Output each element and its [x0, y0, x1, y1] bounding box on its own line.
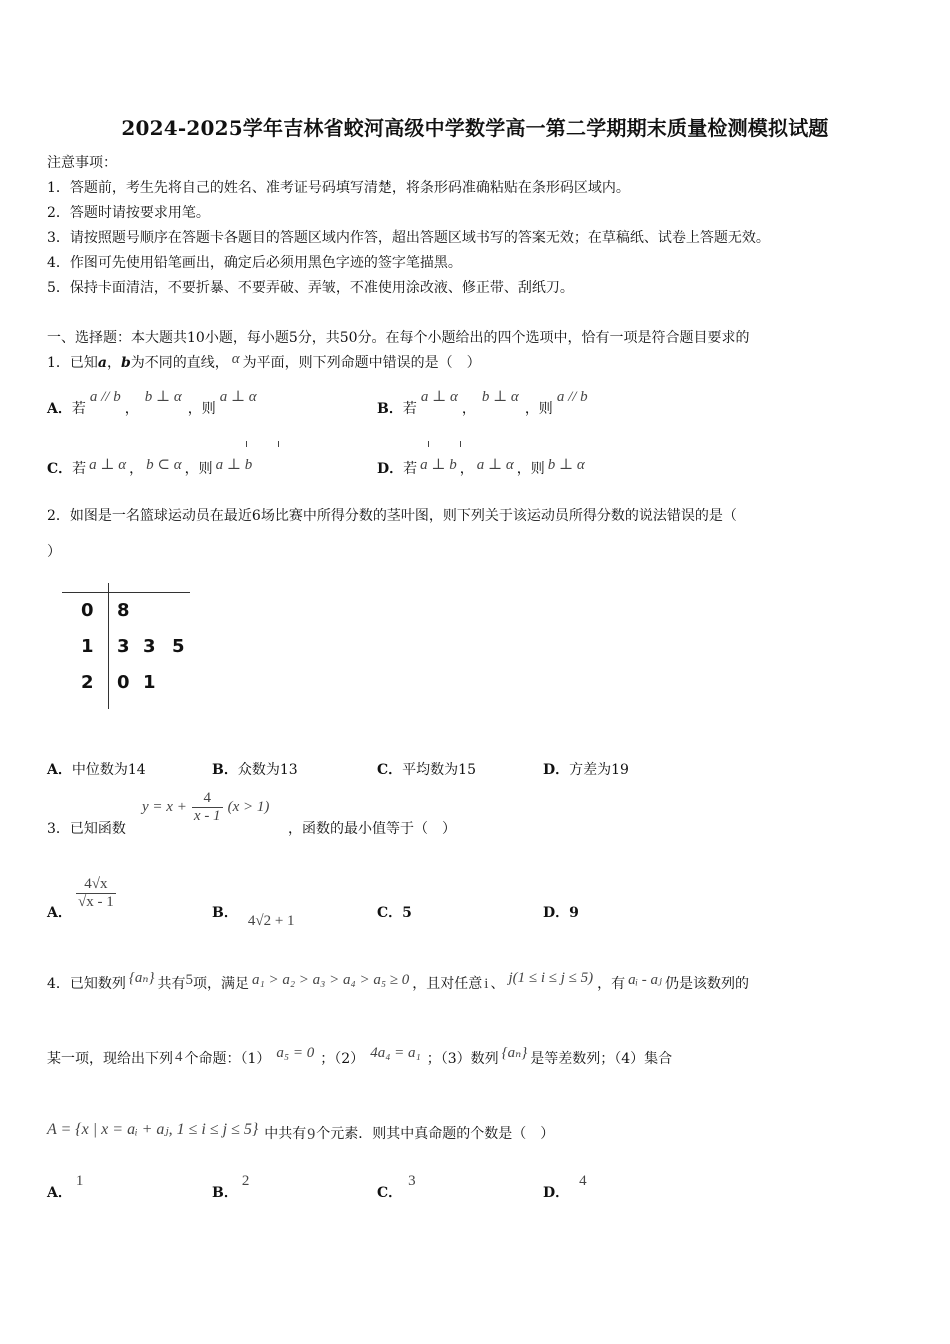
q4-condition: a₁ > a₂ > a₃ > a₄ > a₅ ≥ 0 — [252, 972, 410, 988]
vector-tick-mark — [246, 441, 247, 447]
q4-text: 已知数列 — [69, 976, 126, 992]
option-label: C． — [47, 461, 73, 477]
q3-option-d[interactable] — [543, 902, 579, 922]
q2-option-b[interactable] — [212, 759, 298, 779]
option-text: 众数为13 — [237, 762, 298, 778]
q3-text-pre: 已知函数 — [69, 821, 126, 837]
option-sep: ， — [461, 401, 476, 417]
question-4-line-3 — [47, 1123, 554, 1143]
page-title: 2024-2025学年吉林省蛟河高级中学数学高一第二学期期末质量检测模拟试题 — [121, 116, 829, 140]
q4-option-a[interactable] — [47, 1173, 84, 1202]
option-sep: ， — [129, 461, 144, 477]
q4-text: 某一项，现给出下列 — [47, 1051, 173, 1067]
q4-claim-1: a₅ = 0 — [276, 1045, 315, 1061]
leaf-value: 3 — [117, 636, 130, 657]
notice-heading: 注意事项： — [47, 155, 117, 171]
option-label: A． — [47, 401, 72, 417]
q4-text: 是等差数列；（4）集合 — [530, 1051, 673, 1067]
q1-text-post: 为平面，则下列命题中错误的是（ ） — [242, 355, 481, 371]
q2-option-d[interactable] — [543, 759, 629, 779]
option-sep: ，则 — [524, 401, 553, 417]
option-label: D． — [543, 905, 570, 921]
q1-alpha: α — [231, 351, 240, 367]
option-label: B． — [212, 1185, 238, 1201]
option-sep: ， — [124, 401, 139, 417]
option-math: a ⊥ α — [89, 457, 127, 473]
q4-text: ，有 — [597, 976, 626, 992]
q4-text: 项，满足 — [193, 976, 249, 992]
q4-text: ，且对任意 — [412, 976, 483, 992]
question-number: 3． — [47, 821, 70, 837]
option-label: A． — [47, 762, 72, 778]
option-math: b ⊂ α — [146, 457, 182, 473]
leaf-value: 3 — [143, 636, 156, 657]
option-word: 若 — [72, 461, 87, 477]
question-4-line-1 — [47, 970, 750, 993]
q4-sequence: {aₙ} — [501, 1045, 528, 1061]
q4-text: 个命题：（1） — [184, 1051, 271, 1067]
q4-option-d[interactable] — [543, 1173, 587, 1202]
stem-value: 0 — [81, 600, 94, 621]
option-value: 3 — [408, 1173, 416, 1189]
option-math: a ⊥ b — [215, 457, 253, 473]
option-label: C． — [377, 905, 403, 921]
formula-fraction — [76, 876, 116, 911]
q4-index-j: j(1 ≤ i ≤ j ≤ 5) — [508, 970, 594, 986]
formula-lhs: y = x + — [142, 799, 187, 815]
q1-option-c[interactable] — [47, 458, 255, 478]
option-word: 若 — [402, 401, 417, 417]
q4-text: ；（2） — [320, 1051, 365, 1067]
option-text: 中位数为14 — [71, 762, 146, 778]
q3-option-b[interactable] — [212, 902, 295, 929]
formula-condition: (x > 1) — [227, 799, 270, 815]
q4-difference: aᵢ - aⱼ — [628, 972, 663, 988]
option-label: C． — [377, 762, 403, 778]
stem-leaf-hline — [62, 592, 190, 593]
option-value: 1 — [75, 1173, 84, 1189]
q1-text-mid: 为不同的直线， — [130, 355, 229, 371]
option-value: 4 — [579, 1173, 587, 1189]
q3-function-formula — [142, 790, 269, 825]
q1-text-pre: 已知 — [69, 355, 98, 371]
stem-value: 1 — [81, 636, 94, 657]
notice-item: 3．请按照题号顺序在答题卡各题目的答题区域内作答，超出答题区域书写的答案无效；在草稿纸、试卷上答题无效。 — [47, 230, 770, 246]
option-text: 平均数为15 — [402, 762, 476, 778]
q1-option-b[interactable] — [377, 389, 592, 418]
question-2-stem — [47, 505, 737, 525]
option-math: b ⊥ α — [481, 389, 519, 405]
q4-number: 9 — [307, 1126, 316, 1143]
option-label: B． — [212, 762, 238, 778]
option-word: 若 — [71, 401, 86, 417]
notice-item: 5．保持卡面清洁，不要折暴、不要弄破、弄皱，不准使用涂改液、修正带、刮纸刀。 — [47, 280, 574, 296]
q4-index-i: i — [484, 976, 489, 992]
option-math: 4√2 + 1 — [247, 913, 295, 929]
question-number: 4． — [47, 976, 70, 992]
q1-var-a: a — [97, 355, 107, 371]
q4-text: 共有 — [157, 976, 186, 992]
q4-text: 仍是该数列的 — [665, 976, 750, 992]
q3-option-c[interactable] — [377, 902, 412, 922]
stem-leaf-vline — [108, 583, 109, 709]
option-math: a ⊥ α — [476, 457, 514, 473]
question-2-stem-cont: ） — [47, 544, 61, 560]
vector-tick-mark — [278, 441, 279, 447]
q2-text: 如图是一名篮球运动员在最近6场比赛中所得分数的茎叶图，则下列关于该运动员所得分数的说法错误的是（ — [69, 508, 737, 524]
fraction-numerator: 4 — [192, 790, 223, 808]
option-label: D． — [543, 1185, 570, 1201]
question-1-stem — [47, 352, 481, 372]
leaf-value: 8 — [117, 600, 130, 621]
option-sep: ，则 — [187, 401, 216, 417]
option-value: 2 — [241, 1173, 250, 1189]
notice-item: 2．答题时请按要求用笔。 — [47, 205, 210, 221]
q3-option-a-label[interactable] — [47, 902, 72, 922]
option-word: 若 — [403, 461, 418, 477]
notice-item: 1．答题前，考生先将自己的姓名、准考证号码填写清楚，将条形码准确粘贴在条形码区域内。 — [47, 180, 630, 196]
q1-comma: ， — [107, 355, 121, 371]
vector-tick-mark — [428, 441, 429, 447]
section-heading: 一、选择题：本大题共10小题，每小题5分，共50分。在每个小题给出的四个选项中，恰有一项是符合题目要求的 — [47, 330, 750, 346]
option-math: a ⊥ α — [219, 389, 257, 405]
option-label: A． — [47, 1185, 72, 1201]
q1-option-a[interactable] — [47, 389, 261, 418]
q4-number: 5 — [185, 972, 193, 988]
q4-text: 中共有 — [264, 1126, 307, 1142]
q4-text: 个元素．则其中真命题的个数是（ ） — [316, 1126, 555, 1142]
q4-claim-2: 4a₄ = a₁ — [370, 1045, 421, 1061]
option-math: b ⊥ α — [144, 389, 182, 405]
option-label: C． — [377, 1185, 403, 1201]
q2-option-a[interactable] — [47, 759, 146, 779]
question-number: 1． — [47, 355, 70, 371]
option-label: B． — [377, 401, 403, 417]
option-value: 9 — [569, 905, 579, 921]
fraction-numerator: 4√x — [76, 876, 116, 894]
option-value: 5 — [402, 905, 412, 921]
q4-option-b[interactable] — [212, 1173, 250, 1202]
stem-value: 2 — [81, 672, 94, 693]
q4-sequence: {aₙ} — [128, 970, 155, 986]
option-math: a // b — [89, 389, 121, 405]
question-4-line-2 — [47, 1045, 673, 1068]
q1-var-b: b — [121, 355, 131, 371]
q4-set: A = {x | x = aᵢ + aⱼ, 1 ≤ i ≤ j ≤ 5} — [47, 1121, 259, 1138]
q4-option-c[interactable] — [377, 1173, 416, 1202]
leaf-value: 5 — [172, 636, 185, 657]
vector-tick-mark — [460, 441, 461, 447]
leaf-value: 0 — [117, 672, 130, 693]
option-label: D． — [543, 762, 570, 778]
q4-text: ；（3）数列 — [426, 1051, 499, 1067]
q4-number: 4 — [175, 1049, 183, 1065]
question-number: 2． — [47, 508, 70, 524]
q2-option-c[interactable] — [377, 759, 476, 779]
option-sep: ，则 — [184, 461, 213, 477]
q4-text: 、 — [490, 976, 505, 992]
option-math: a ⊥ b — [420, 457, 457, 473]
q1-option-d[interactable] — [377, 458, 588, 478]
notice-item: 4．作图可先使用铅笔画出，确定后必须用黑色字迹的签字笔描黑。 — [47, 255, 462, 271]
formula-fraction — [192, 790, 223, 825]
option-sep: ，则 — [516, 461, 545, 477]
option-sep: ， — [459, 461, 474, 477]
question-3-stem — [47, 818, 126, 838]
q3-text-post: ，函数的最小值等于（ ） — [288, 821, 456, 837]
option-text: 方差为19 — [569, 762, 629, 778]
option-label: B． — [212, 905, 238, 921]
option-math: b ⊥ α — [547, 457, 585, 473]
fraction-denominator: √x - 1 — [78, 894, 114, 910]
option-math: a ⊥ α — [420, 389, 458, 405]
q3-option-a-fraction[interactable] — [76, 876, 116, 911]
fraction-denominator: x - 1 — [193, 808, 221, 824]
option-label: A． — [47, 905, 72, 921]
leaf-value: 1 — [143, 672, 156, 693]
option-math: a // b — [556, 389, 588, 405]
option-label: D． — [377, 461, 404, 477]
